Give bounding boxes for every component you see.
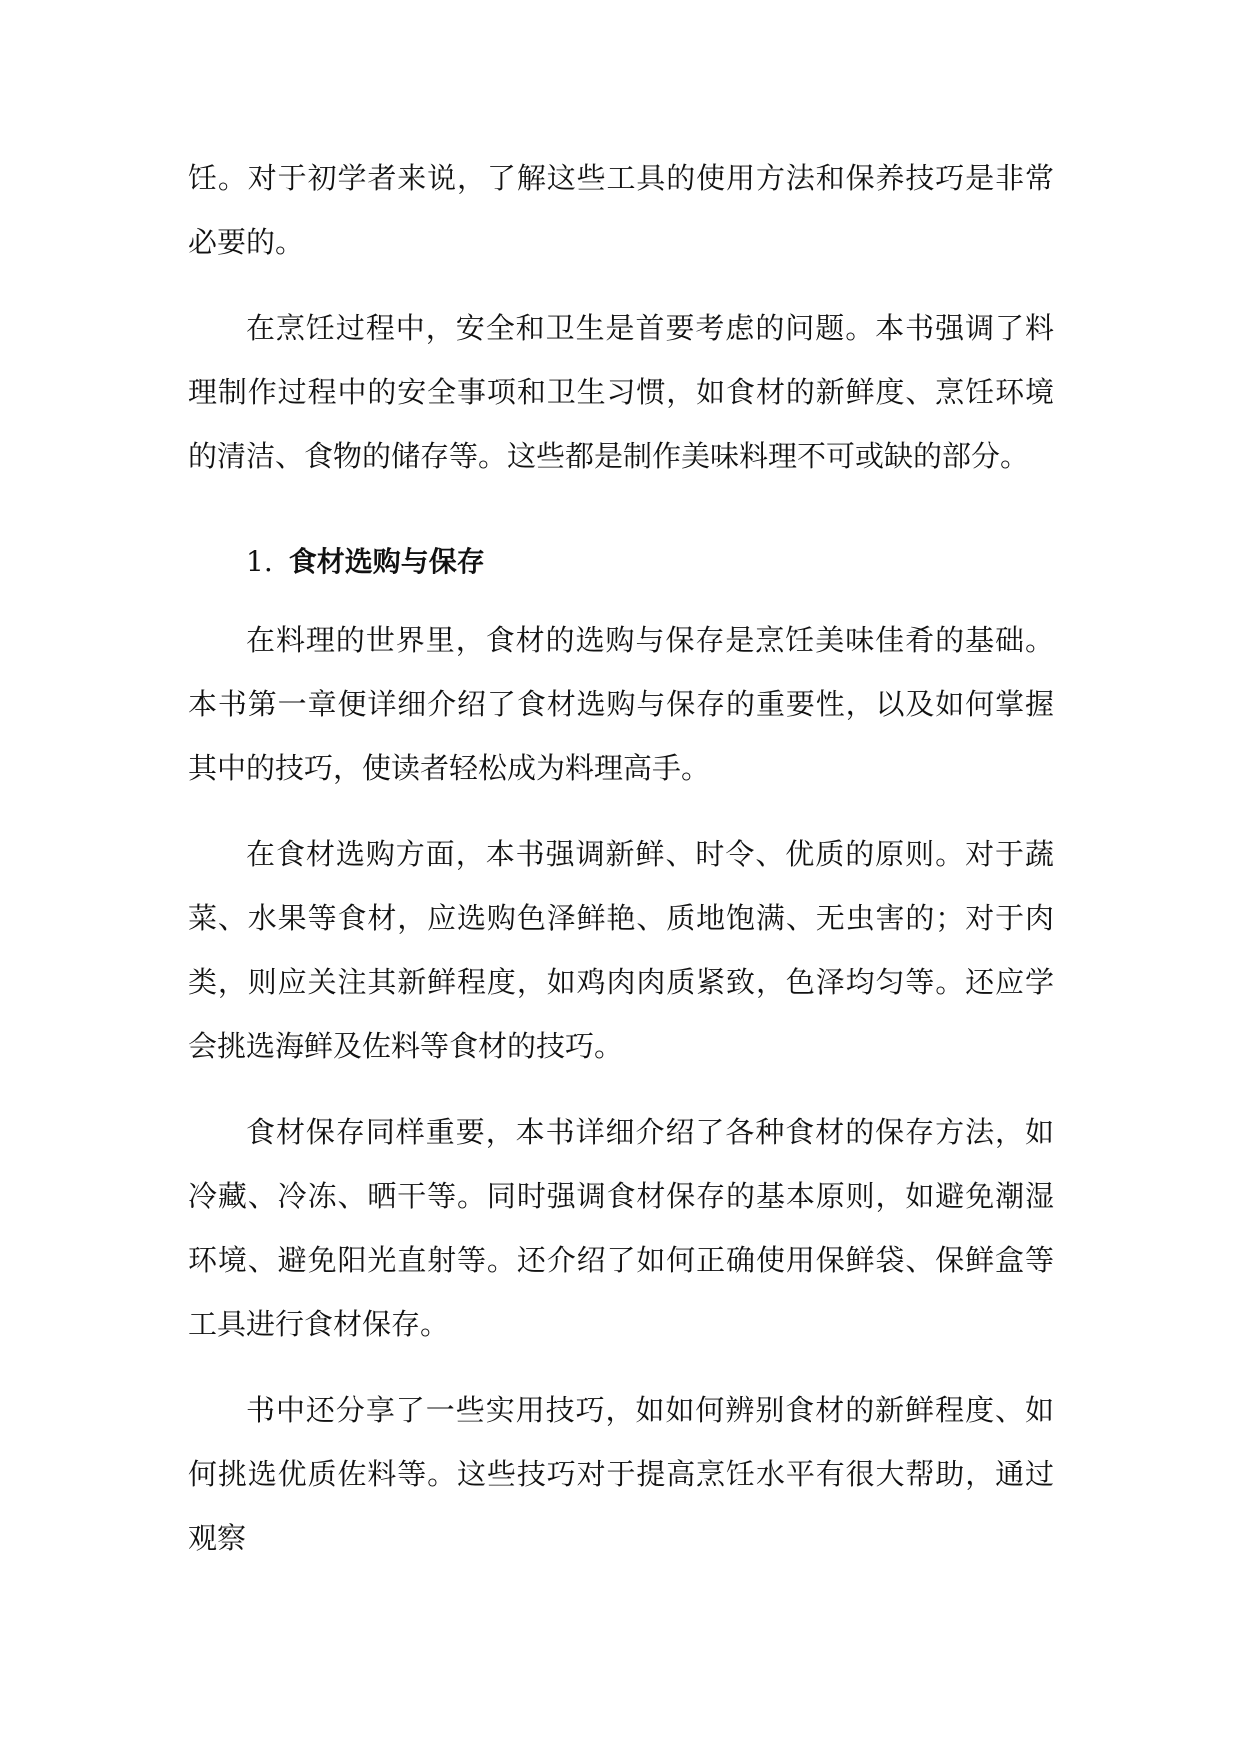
page-content xyxy=(188,146,1054,1592)
paragraph: 在食材选购方面，本书强调新鲜、时令、优质的原则。对于蔬菜、水果等食材，应选购色泽鲜艳、质地饱满、无虫害的；对于肉类，则应关注其新鲜程度，如鸡肉肉质紧致，色泽均匀等。还应学会挑选海鲜及佐料等食材的技巧。 xyxy=(188,837,1054,1063)
paragraph: 饪。对于初学者来说，了解这些工具的使用方法和保养技巧是非常必要的。 xyxy=(188,161,1054,259)
paragraph: 书中还分享了一些实用技巧，如如何辨别食材的新鲜程度、如何挑选优质佐料等。这些技巧对于提高烹饪水平有很大帮助，通过观察 xyxy=(188,1393,1054,1555)
section-title: 食材选购与保存 xyxy=(288,545,485,578)
paragraph: 食材保存同样重要，本书详细介绍了各种食材的保存方法，如冷藏、冷冻、晒干等。同时强调食材保存的基本原则，如避免潮湿环境、避免阳光直射等。还介绍了如何正确使用保鲜袋、保鲜盒等工具进行食材保存。 xyxy=(188,1115,1054,1341)
paragraph: 在料理的世界里，食材的选购与保存是烹饪美味佳肴的基础。本书第一章便详细介绍了食材选购与保存的重要性，以及如何掌握其中的技巧，使读者轻松成为料理高手。 xyxy=(188,623,1054,785)
section-heading xyxy=(246,530,1054,594)
section-number: 1. xyxy=(246,545,273,578)
paragraph: 在烹饪过程中，安全和卫生是首要考虑的问题。本书强调了料理制作过程中的安全事项和卫生习惯，如食材的新鲜度、烹饪环境的清洁、食物的储存等。这些都是制作美味料理不可或缺的部分。 xyxy=(188,311,1054,473)
